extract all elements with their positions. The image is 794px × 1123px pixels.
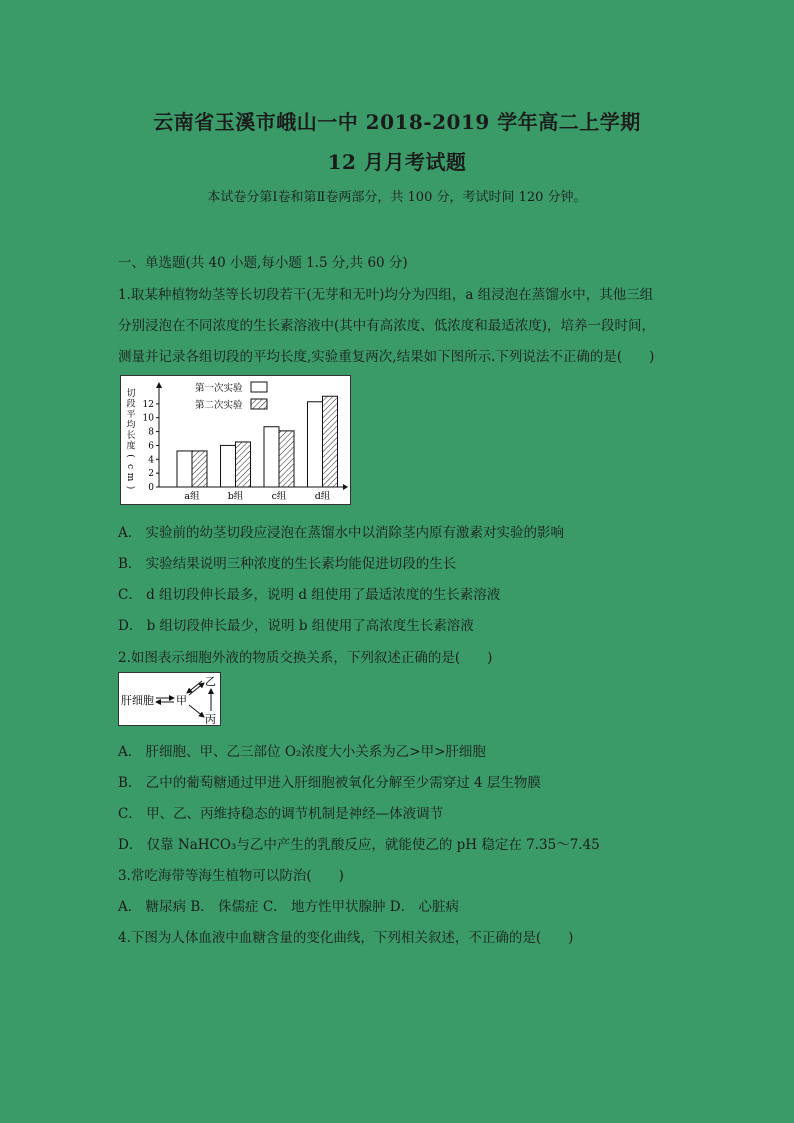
q3-options: A． 糖尿病 B． 侏儒症 C． 地方性甲状腺肿 D． 心脏病 bbox=[118, 899, 459, 915]
q2-option-c: C． 甲、乙、丙维持稳态的调节机制是神经—体液调节 bbox=[118, 806, 444, 822]
title-line-2: 12 月月考试题 bbox=[327, 150, 467, 174]
y-axis-arrow bbox=[156, 382, 162, 388]
bar-first-experiment bbox=[177, 451, 192, 487]
x-tick-label: b组 bbox=[227, 491, 244, 502]
y-axis-label-char: 长 bbox=[126, 431, 136, 441]
y-axis-label-char: m bbox=[125, 472, 135, 482]
q2-option-a: A． 肝细胞、甲、乙三部位 O₂浓度大小关系为乙>甲>肝细胞 bbox=[118, 744, 486, 760]
q1-option-d: D． b 组切段伸长最少，说明 b 组使用了高浓度生长素溶液 bbox=[118, 618, 474, 634]
diagram-jia: 甲 bbox=[176, 694, 187, 707]
diagram-liver-cell: 肝细胞 bbox=[121, 694, 154, 707]
y-axis-label-char: 度 bbox=[126, 441, 136, 452]
q1-option-a: A． 实验前的幼茎切段应浸泡在蒸馏水中以消除茎内原有激素对实验的影响 bbox=[118, 525, 565, 541]
x-tick-label: d组 bbox=[314, 491, 331, 502]
y-tick-label: 8 bbox=[148, 427, 154, 438]
bar-second-experiment bbox=[279, 431, 294, 487]
y-tick-label: 12 bbox=[142, 399, 154, 410]
section-heading: 一、单选题(共 40 小题,每小题 1.5 分,共 60 分) bbox=[118, 255, 408, 271]
q3-stem: 3.常吃海带等海生植物可以防治( ) bbox=[118, 868, 344, 884]
q1-bar-chart bbox=[121, 376, 350, 504]
x-tick-label: c组 bbox=[271, 491, 287, 502]
exam-note: 本试卷分第Ⅰ卷和第Ⅱ卷两部分，共 100 分，考试时间 120 分钟。 bbox=[207, 190, 587, 205]
q1-stem-line-2: 分别浸泡在不同浓度的生长素溶液中(其中有高浓度、低浓度和最适浓度)，培养一段时间， bbox=[118, 318, 656, 334]
bar-second-experiment bbox=[323, 396, 338, 487]
y-tick-label: 2 bbox=[148, 469, 154, 480]
diagram-bing: 丙 bbox=[205, 713, 216, 725]
y-axis-label-char: 段 bbox=[126, 399, 136, 410]
q4-stem: 4.下图为人体血液中血糖含量的变化曲线，下列相关叙述，不正确的是( ) bbox=[118, 930, 574, 946]
y-axis-label-char: 切 bbox=[126, 389, 136, 399]
x-axis-arrow bbox=[343, 484, 348, 490]
bar-first-experiment bbox=[264, 427, 279, 487]
bar-second-experiment bbox=[236, 442, 251, 487]
legend-label: 第二次实验 bbox=[195, 400, 243, 411]
title-line-1: 云南省玉溪市峨山一中 2018-2019 学年高二上学期 bbox=[153, 110, 641, 134]
q2-diagram-box bbox=[118, 672, 221, 726]
x-tick-label: a组 bbox=[184, 491, 200, 502]
bar-second-experiment bbox=[192, 451, 207, 487]
legend-swatch bbox=[251, 382, 267, 392]
y-axis-label-char: ) bbox=[125, 485, 135, 490]
y-tick-label: 6 bbox=[148, 441, 154, 452]
y-axis-label-char: 平 bbox=[126, 410, 136, 420]
q1-chart-box bbox=[120, 375, 351, 505]
q1-option-c: C． d 组切段伸长最多，说明 d 组使用了最适浓度的生长素溶液 bbox=[118, 587, 501, 603]
diagram-yi: 乙 bbox=[205, 675, 216, 688]
q2-stem: 2.如图表示细胞外液的物质交换关系，下列叙述正确的是( ) bbox=[118, 650, 493, 666]
y-tick-label: 10 bbox=[142, 413, 154, 424]
y-axis-label-char: c bbox=[125, 463, 135, 470]
bar-first-experiment bbox=[308, 402, 323, 487]
q1-stem-line-3: 测量并记录各组切段的平均长度,实验重复两次,结果如下图所示.下列说法不正确的是( ) bbox=[118, 349, 655, 365]
y-tick-label: 0 bbox=[148, 483, 154, 493]
bar-first-experiment bbox=[221, 445, 236, 487]
legend-swatch bbox=[251, 399, 267, 409]
arrow-jia-to-bing bbox=[189, 705, 204, 717]
q2-option-d: D． 仅靠 NaHCO₃与乙中产生的乳酸反应，就能使乙的 pH 稳定在 7.35～7.45 bbox=[118, 837, 600, 853]
q2-option-b: B． 乙中的葡萄糖通过甲进入肝细胞被氧化分解至少需穿过 4 层生物膜 bbox=[118, 775, 541, 791]
legend-label: 第一次实验 bbox=[195, 383, 243, 394]
q1-option-b: B． 实验结果说明三种浓度的生长素均能促进切段的生长 bbox=[118, 556, 457, 572]
q1-stem-line-1: 1.取某种植物幼茎等长切段若干(无芽和无叶)均分为四组，a 组浸泡在蒸馏水中，其他三组 bbox=[118, 287, 654, 303]
y-axis-label-char: ( bbox=[125, 454, 135, 458]
y-axis-label-char: 均 bbox=[126, 420, 136, 431]
y-tick-label: 4 bbox=[148, 455, 154, 466]
q2-exchange-diagram bbox=[119, 673, 220, 725]
